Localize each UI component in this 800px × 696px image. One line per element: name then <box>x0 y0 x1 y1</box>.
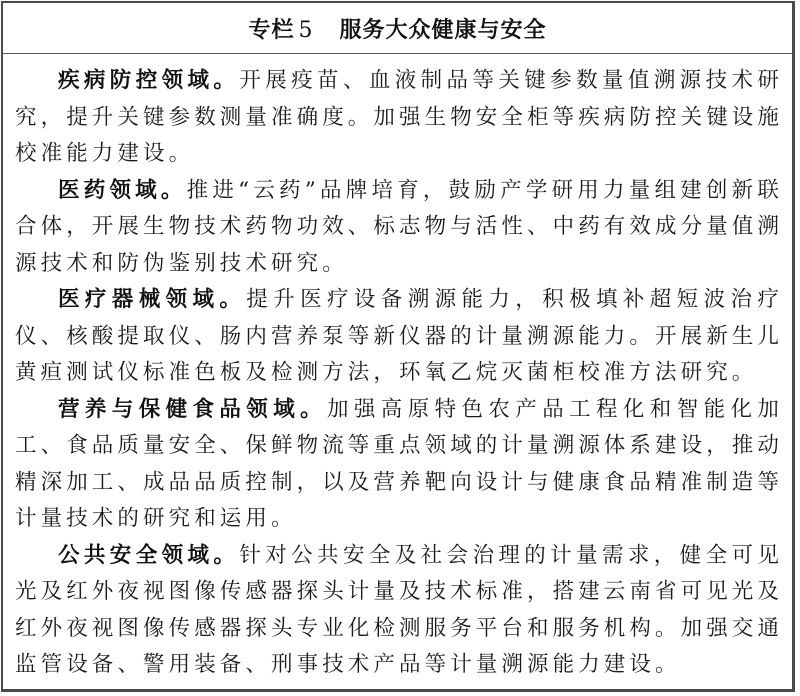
section-text: 针对公共安全及社会治理的计量需求，健全可见光及红外夜视图像传感器探头计量及技术标准，搭建云南省可见光及红外夜视图像传感器探头专业化检测服务平台和服务机构。加强交通监管设备、警用装备、刑事技术产品等计量溯源能力建设。 <box>15 542 784 677</box>
section-heading: 医疗器械领域。 <box>58 287 247 312</box>
section-public-safety <box>15 538 783 684</box>
section-text: 提升医疗设备溯源能力，积极填补超短波治疗仪、核酸提取仪、肠内营养泵等新仪器的计量溯源能力。开展新生儿黄疸测试仪标准色板及检测方法，环氧乙烷灭菌柜校准方法研究。 <box>15 287 784 385</box>
section-medicine <box>15 173 783 283</box>
title-row <box>3 3 792 54</box>
column-box <box>1 1 795 692</box>
column-title-text: 服务大众健康与安全 <box>339 17 547 43</box>
column-body <box>3 54 792 684</box>
section-heading: 公共安全领域。 <box>58 542 240 568</box>
section-text: 加强高原特色农产品工程化和智能化加工、食品质量安全、保鲜物流等重点领域的计量溯源体系建设，推动精深加工、成品品质控制，以及营养靶向设计与健康食品精准制造等计量技术的研究和运用。 <box>15 396 784 531</box>
section-text: 开展疫苗、血液制品等关键参数量值溯源技术研究，提升关键参数测量准确度。加强生物安全柜等疾病防控关键设施校准能力建设。 <box>15 68 784 166</box>
column-number: 5 <box>298 17 314 43</box>
section-disease-control <box>15 63 783 173</box>
section-nutrition-food <box>15 392 783 538</box>
section-heading: 疾病防控领域。 <box>58 68 240 93</box>
section-heading: 营养与保健食品领域。 <box>58 396 327 422</box>
section-medical-devices <box>15 282 783 392</box>
column-title-prefix: 专栏 <box>248 17 295 43</box>
section-heading: 医药领域。 <box>58 177 187 203</box>
column-title <box>248 13 546 44</box>
section-text: 推进“云药”品牌培育，鼓励产学研用力量组建创新联合体，开展生物技术药物功效、标志物与活性、中药有效成分量值溯源技术和防伪鉴别技术研究。 <box>15 177 784 276</box>
